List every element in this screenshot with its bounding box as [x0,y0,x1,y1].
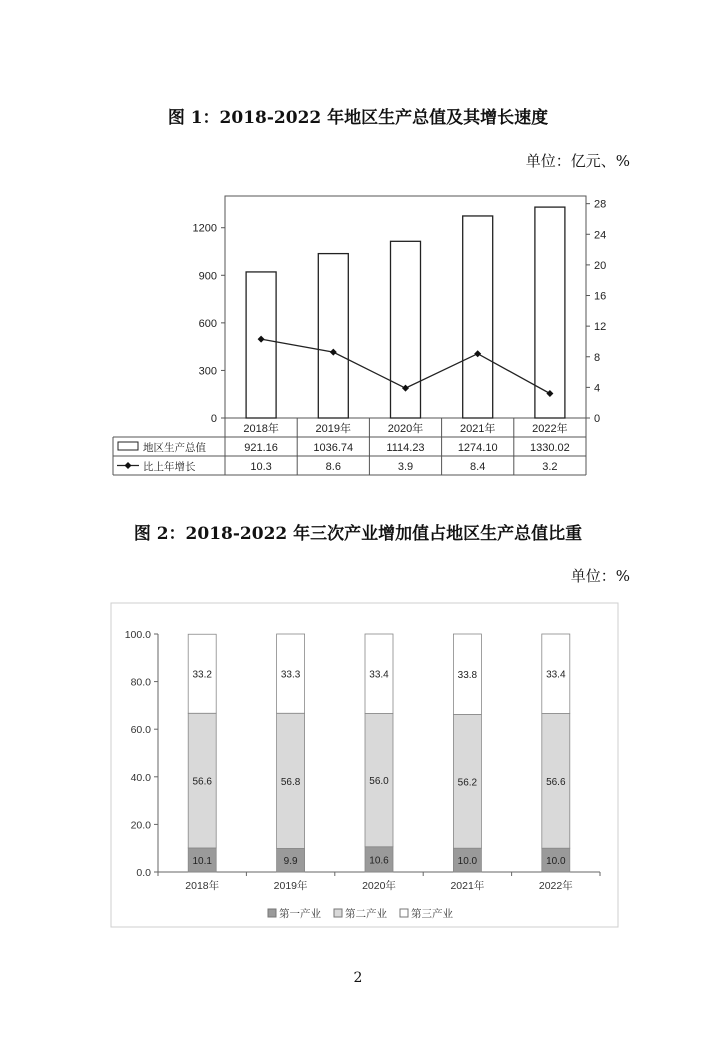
chart1-left-tick-label: 900 [198,270,217,283]
chart1-table-gdp-value: 1274.10 [457,442,498,454]
chart1-bar [318,254,348,418]
chart2-data-label: 56.8 [280,776,301,788]
chart1-legend-bar-swatch [118,442,138,450]
chart2-tick-label: 100.0 [124,629,151,641]
chart2-data-label: 33.4 [546,669,566,681]
chart1-right-tick-label: 28 [594,198,607,211]
chart2-unit: 单位：% [570,567,630,585]
chart2-tick-label: 20.0 [130,819,151,832]
chart2-data-label: 10.1 [192,855,212,867]
chart1-right-tick-label: 4 [594,382,601,395]
chart2-tick-label: 0.0 [136,867,151,879]
chart2-legend-label: 第一产业 [279,908,321,920]
chart2-category-label: 2020年 [362,880,396,892]
chart2-category-label: 2021年 [450,880,485,892]
chart1-table-growth-value: 3.9 [397,461,414,473]
chart1-table-growth-value: 3.2 [542,461,558,473]
chart2-category-label: 2019年 [273,880,308,892]
chart2-tick-label: 60.0 [130,724,151,737]
chart1-right-tick-label: 20 [594,259,607,272]
chart2-data-label: 33.8 [457,670,478,682]
chart2-category-label: 2018年 [185,880,220,892]
chart1-table-growth-value: 10.3 [250,461,272,473]
chart1-table-growth-value: 8.6 [325,461,341,473]
chart2-category-label: 2022年 [538,880,573,892]
chart1-title: 图 1：2018-2022 年地区生产总值及其增长速度 [167,108,549,128]
chart2-data-label: 10.6 [369,855,389,867]
chart1-legend-bar-label: 地区生产总值 [143,442,206,454]
chart1-right-tick-label: 8 [594,351,601,364]
chart2-data-label: 33.3 [280,669,301,681]
page-number: 2 [353,970,363,986]
chart2-data-label: 56.2 [457,777,478,789]
chart1-table-growth-value: 8.4 [470,461,486,473]
chart1-legend-line-marker [125,462,132,469]
chart1-category-label: 2022年 [532,423,568,435]
chart2-tick-label: 80.0 [130,676,151,689]
chart2-title: 图 2：2018-2022 年三次产业增加值占地区生产总值比重 [133,524,583,544]
chart2-data-label: 56.6 [546,776,566,788]
chart1-left-tick-label: 600 [198,317,217,330]
chart2-data-label: 56.6 [192,776,212,788]
chart1-table-gdp-value: 1114.23 [386,442,425,454]
chart1-category-label: 2018年 [243,423,279,435]
chart1-table-gdp-value: 1036.74 [313,442,354,454]
chart2-tick-label: 40.0 [130,771,151,784]
chart2-legend-swatch [268,909,276,917]
chart1-right-tick-label: 12 [594,321,607,334]
chart2-data-label: 10.0 [546,856,566,868]
chart1-right-tick-label: 16 [594,290,607,303]
chart1-unit: 单位：亿元、% [525,152,630,170]
chart2-data-label: 33.2 [192,669,212,681]
chart1-bar [535,207,565,418]
chart1-bar [246,272,276,418]
chart1-legend-line-label: 比上年增长 [143,461,196,473]
chart1-right-tick-label: 24 [594,229,607,242]
chart1-right-tick-label: 0 [594,413,601,425]
chart1-bar [463,216,493,418]
chart2-legend-label: 第二产业 [345,908,387,920]
chart1-table-gdp-value: 921.16 [244,442,278,454]
chart2-data-label: 10.0 [457,856,478,868]
chart1-category-label: 2019年 [315,423,352,435]
chart1-table-gdp-value: 1330.02 [530,442,570,454]
chart2-legend-label: 第三产业 [411,908,453,920]
chart2-data-label: 56.0 [369,776,389,788]
chart2-legend-swatch [334,909,342,917]
chart1-left-tick-label: 0 [210,413,217,425]
chart1-left-tick-label: 300 [198,365,217,378]
chart1-left-tick-label: 1200 [192,222,217,235]
chart2-legend-swatch [400,909,408,917]
chart2-data-label: 9.9 [283,856,298,868]
chart1-category-label: 2021年 [459,423,496,435]
chart2-data-label: 33.4 [369,669,389,681]
chart1-category-label: 2020年 [387,423,424,435]
